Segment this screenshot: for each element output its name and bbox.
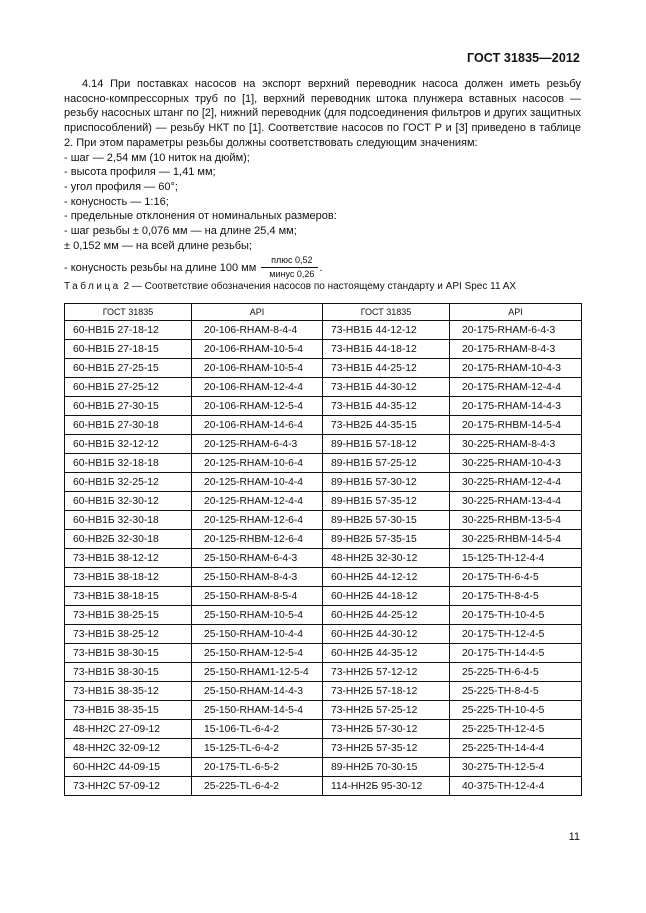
cell-api-1: 20-106-RHAM-8-4-4 [192,321,323,340]
cell-gost-2: 73-НН2Б 57-30-12 [323,720,450,739]
cell-gost-2: 73-НВ1Б 44-12-12 [323,321,450,340]
header-api-1: API [192,304,323,321]
cell-api-2: 25-225-TH-6-4-5 [450,663,582,682]
cell-api-1: 20-106-RHAM-10-5-4 [192,340,323,359]
cell-gost-1: 60-НВ1Б 27-30-18 [65,416,192,435]
pump-designation-table [64,303,582,796]
taper-end-period: . [319,261,323,274]
cell-api-2: 30-225-RHAM-10-4-3 [450,454,582,473]
cell-gost-1: 60-НВ1Б 32-30-18 [65,511,192,530]
cell-gost-2: 60-НН2Б 44-18-12 [323,587,450,606]
table-caption [64,281,594,293]
cell-api-1: 25-150-RHAM-10-4-4 [192,625,323,644]
taper-tolerance-text: - конусность резьбы на длине 100 мм [64,261,257,274]
table-row [65,606,582,625]
cell-api-2: 30-225-RHAM-13-4-4 [450,492,582,511]
header-api-2: API [450,304,582,321]
cell-api-1: 20-125-RHBM-12-6-4 [192,530,323,549]
cell-api-1: 25-150-RHAM1-12-5-4 [192,663,323,682]
cell-api-1: 25-150-RHAM-14-5-4 [192,701,323,720]
cell-api-1: 20-125-RHAM-10-4-4 [192,473,323,492]
taper-tolerance-fraction [259,255,319,280]
cell-gost-2: 48-НН2Б 32-30-12 [323,549,450,568]
cell-gost-1: 73-НВ1Б 38-18-12 [65,568,192,587]
table-row [65,663,582,682]
section-4-14-paragraph: 4.14 При поставках насосов на экспорт верхний переводник насоса должен иметь резьбу насосно-компрессорных труб по [1], верхний переводник штока плунжера вставных насосов — резьбу насосных штанг по [2], нижний переводник (для подсоединения фильтров и других защитных приспособлений) — резьбу НКТ по [1]. Соответствие насосов по ГОСТ Р и [3] приведено в таблице 2. При этом параметры резьбы должны соответствовать следующим значениям: [64,78,581,149]
header-gost-1: ГОСТ 31835 [65,304,192,321]
table-row [65,739,582,758]
cell-gost-2: 73-НН2Б 57-25-12 [323,701,450,720]
cell-api-2: 25-225-TH-12-4-5 [450,720,582,739]
cell-gost-1: 60-НВ1Б 27-25-12 [65,378,192,397]
cell-gost-1: 60-НВ1Б 27-25-15 [65,359,192,378]
cell-api-2: 20-175-TH-12-4-5 [450,625,582,644]
cell-gost-1: 73-НВ1Б 38-12-12 [65,549,192,568]
cell-api-1: 20-125-RHAM-12-4-4 [192,492,323,511]
cell-gost-1: 60-НВ1Б 32-25-12 [65,473,192,492]
cell-api-2: 20-175-TH-6-4-5 [450,568,582,587]
table-row [65,644,582,663]
cell-gost-1: 60-НВ1Б 32-18-18 [65,454,192,473]
table-row [65,435,582,454]
table-caption-text: 2 — Соответствие обозначения насосов по настоящему стандарту и API Spec 11 AX [120,281,517,292]
cell-api-1: 25-150-RHAM-8-5-4 [192,587,323,606]
document-id-header: ГОСТ 31835—2012 [466,51,580,65]
cell-gost-2: 73-НВ1Б 44-25-12 [323,359,450,378]
cell-api-1: 20-106-RHAM-14-6-4 [192,416,323,435]
param-profile-angle: - угол профиля — 60°; [64,180,178,193]
cell-gost-2: 89-НВ2Б 57-30-15 [323,511,450,530]
cell-api-1: 25-150-RHAM-10-5-4 [192,606,323,625]
cell-gost-1: 60-НВ1Б 32-12-12 [65,435,192,454]
cell-gost-1: 73-НВ1Б 38-30-15 [65,644,192,663]
cell-api-1: 20-125-RHAM-12-6-4 [192,511,323,530]
cell-gost-2: 73-НВ1Б 44-18-12 [323,340,450,359]
table-row [65,720,582,739]
cell-gost-2: 73-НН2Б 57-12-12 [323,663,450,682]
cell-gost-1: 60-НВ1Б 27-18-15 [65,340,192,359]
cell-gost-2: 89-НВ1Б 57-25-12 [323,454,450,473]
table-body [65,321,582,796]
cell-gost-2: 89-НВ2Б 57-35-15 [323,530,450,549]
cell-api-1: 15-125-TL-6-4-2 [192,739,323,758]
cell-api-1: 20-106-RHAM-10-5-4 [192,359,323,378]
cell-api-2: 20-175-TH-14-4-5 [450,644,582,663]
cell-api-2: 20-175-TH-8-4-5 [450,587,582,606]
cell-api-2: 25-225-TH-14-4-4 [450,739,582,758]
cell-api-1: 20-106-RHAM-12-4-4 [192,378,323,397]
cell-api-2: 25-225-TH-10-4-5 [450,701,582,720]
param-pitch: - шаг — 2,54 мм (10 ниток на дюйм); [64,151,250,164]
cell-gost-2: 73-НН2Б 57-35-12 [323,739,450,758]
cell-gost-2: 73-НВ2Б 44-35-15 [323,416,450,435]
cell-api-2: 30-225-RHBM-14-5-4 [450,530,582,549]
cell-gost-1: 60-НВ1Б 27-18-12 [65,321,192,340]
cell-api-2: 20-175-RHBM-14-5-4 [450,416,582,435]
cell-gost-1: 73-НВ1Б 38-25-12 [65,625,192,644]
cell-gost-1: 48-НН2С 27-09-12 [65,720,192,739]
cell-api-1: 15-106-TL-6-4-2 [192,720,323,739]
taper-upper-deviation: плюс 0,52 [261,255,317,268]
table-row [65,701,582,720]
cell-api-1: 20-106-RHAM-12-5-4 [192,397,323,416]
cell-api-2: 20-175-TH-10-4-5 [450,606,582,625]
cell-gost-1: 60-НН2С 44-09-15 [65,758,192,777]
cell-gost-2: 73-НН2Б 57-18-12 [323,682,450,701]
cell-gost-1: 60-НВ1Б 27-30-15 [65,397,192,416]
cell-gost-1: 73-НВ1Б 38-35-12 [65,682,192,701]
cell-gost-2: 89-НВ1Б 57-30-12 [323,473,450,492]
table-row [65,397,582,416]
body-text [64,77,581,280]
cell-gost-1: 48-НН2С 32-09-12 [65,739,192,758]
cell-gost-1: 73-НВ1Б 38-25-15 [65,606,192,625]
cell-api-2: 20-175-RHAM-12-4-4 [450,378,582,397]
cell-gost-1: 73-НВ1Б 38-30-15 [65,663,192,682]
cell-gost-1: 73-НН2С 57-09-12 [65,777,192,796]
param-taper: - конусность — 1:16; [64,195,169,208]
table-row [65,758,582,777]
cell-api-1: 25-150-RHAM-8-4-3 [192,568,323,587]
cell-api-2: 20-175-RHAM-14-4-3 [450,397,582,416]
table-header-row [65,304,582,321]
table-row [65,359,582,378]
table-row [65,454,582,473]
cell-api-1: 25-150-RHAM-14-4-3 [192,682,323,701]
page-number: 11 [568,831,580,843]
cell-api-2: 20-175-RHAM-6-4-3 [450,321,582,340]
cell-api-2: 20-175-RHAM-8-4-3 [450,340,582,359]
cell-api-2: 20-175-RHAM-10-4-3 [450,359,582,378]
cell-gost-1: 60-НВ2Б 32-30-18 [65,530,192,549]
cell-api-1: 25-225-TL-6-4-2 [192,777,323,796]
thread-parameters-list [64,151,581,254]
table-row [65,321,582,340]
table-row [65,416,582,435]
cell-api-2: 15-125-TH-12-4-4 [450,549,582,568]
param-profile-height: - высота профиля — 1,41 мм; [64,166,216,179]
cell-gost-2: 73-НВ1Б 44-35-12 [323,397,450,416]
param-deviations: - предельные отклонения от номинальных размеров: [64,210,337,223]
cell-api-2: 30-225-RHAM-12-4-4 [450,473,582,492]
cell-api-2: 25-225-TH-8-4-5 [450,682,582,701]
cell-api-2: 40-375-TH-12-4-4 [450,777,582,796]
header-gost-2: ГОСТ 31835 [323,304,450,321]
cell-api-2: 30-225-RHBM-13-5-4 [450,511,582,530]
cell-api-1: 20-175-TL-6-5-2 [192,758,323,777]
table-row [65,549,582,568]
cell-gost-2: 73-НВ1Б 44-30-12 [323,378,450,397]
taper-tolerance-line [64,255,581,280]
table-row [65,777,582,796]
cell-gost-2: 60-НН2Б 44-35-12 [323,644,450,663]
cell-api-1: 20-125-RHAM-6-4-3 [192,435,323,454]
cell-gost-2: 60-НН2Б 44-25-12 [323,606,450,625]
table-row [65,340,582,359]
table-row [65,625,582,644]
cell-gost-2: 89-НН2Б 70-30-15 [323,758,450,777]
cell-api-1: 25-150-RHAM-12-5-4 [192,644,323,663]
cell-gost-1: 60-НВ1Б 32-30-12 [65,492,192,511]
cell-gost-1: 73-НВ1Б 38-18-15 [65,587,192,606]
taper-lower-deviation: минус 0,26 [269,269,315,280]
table-row [65,473,582,492]
cell-gost-2: 60-НН2Б 44-30-12 [323,625,450,644]
table-row [65,682,582,701]
cell-api-1: 25-150-RHAM-6-4-3 [192,549,323,568]
table-row [65,568,582,587]
cell-gost-2: 60-НН2Б 44-12-12 [323,568,450,587]
table-row [65,511,582,530]
cell-gost-1: 73-НВ1Б 38-35-15 [65,701,192,720]
cell-api-2: 30-275-TH-12-5-4 [450,758,582,777]
param-thread-pitch-tolerance: - шаг резьбы ± 0,076 мм — на длине 25,4 мм; [64,225,297,238]
table-row [65,492,582,511]
cell-gost-2: 114-НН2Б 95-30-12 [323,777,450,796]
cell-api-1: 20-125-RHAM-10-6-4 [192,454,323,473]
table-row [65,378,582,397]
param-thread-pitch-tolerance-full: ± 0,152 мм — на всей длине резьбы; [64,239,252,252]
table-row [65,587,582,606]
table-row [65,530,582,549]
cell-api-2: 30-225-RHAM-8-4-3 [450,435,582,454]
cell-gost-2: 89-НВ1Б 57-35-12 [323,492,450,511]
cell-gost-2: 89-НВ1Б 57-18-12 [323,435,450,454]
table-caption-label: Таблица [64,281,121,292]
